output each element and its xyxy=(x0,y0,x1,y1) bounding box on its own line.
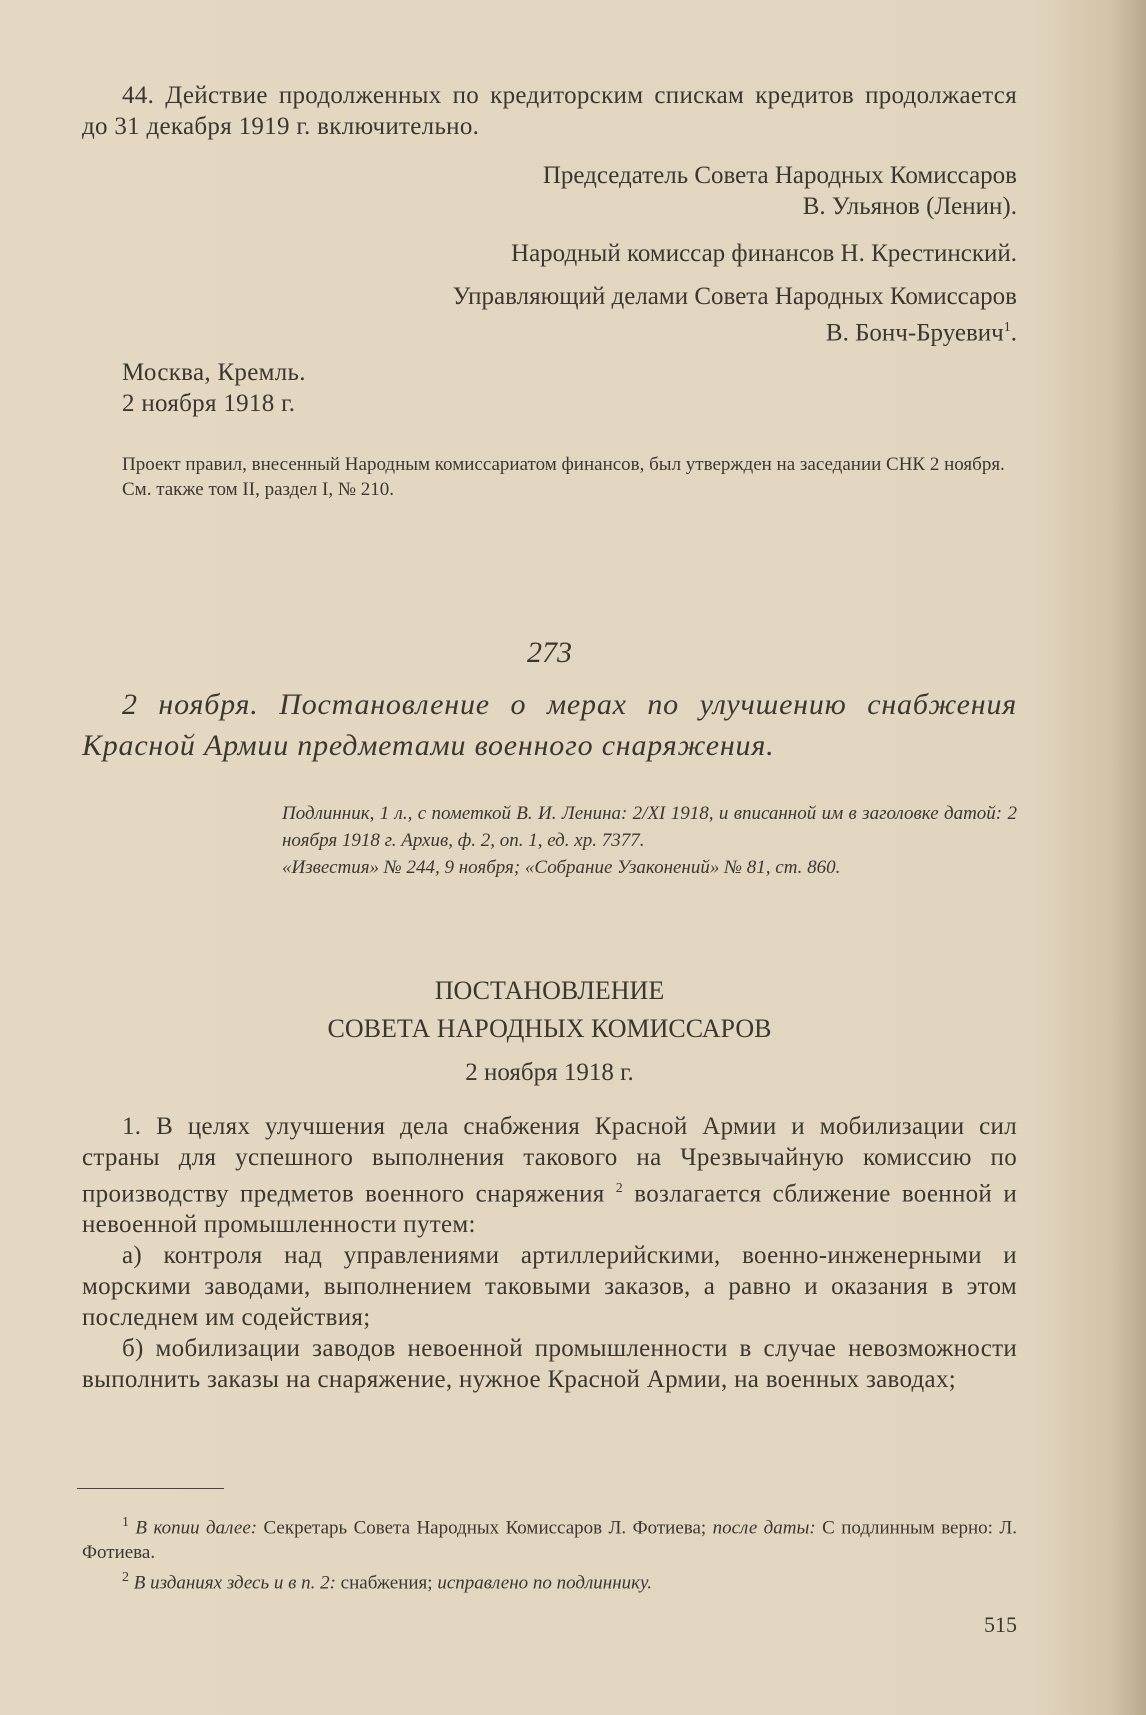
footnotes: $^1$ В копии далее: Секретарь Совета Народных Комиссаров Л. Фотиева; после даты: С подлинным верно: Л. Фотиева. $^2$ В изданиях здесь и в п. 2: снабжения; исправлено по подлиннику. xyxy=(82,1515,1017,1594)
signature-finance: Народный комиссар финансов Н. Крестинский. xyxy=(511,240,1017,267)
resolution-body: 1. В целях улучшения дела снабжения Красной Армии и мобилизации сил страны для успешного выполнения такового на Чрезвычайную комиссию по производству предметов военного снаряжения $^2$ возлагается сближение военной и невоенной промышленности путем: а) контроля над управлениями артиллерийскими, военно-инженерными и морскими заводами, выполнением таковыми заказов, а равно и оказания в этом последнем им содействия; б) мобилизации заводов невоенной промышленности в случае невозможности выполнить заказы на снаряжение, нужное Красной Армии, на военных заводах; xyxy=(82,1113,1017,1394)
resolution-title: ПОСТАНОВЛЕНИЕ СОВЕТА НАРОДНЫХ КОМИССАРОВ 2 ноября 1918 г. xyxy=(327,976,772,1086)
place-date: Москва, Кремль. 2 ноября 1918 г. xyxy=(122,359,306,417)
signature-manager: Управляющий делами Совета Народных Комиссаров В. Бонч-Бруевич$^1$. xyxy=(452,283,1017,347)
paragraph-44: 44. Действие продолженных по кредиторским спискам кредитов продолжается до 31 декабря 1919 г. включительно. xyxy=(82,82,1017,140)
document-heading: 2 ноября. Постановление о мерах по улучшению снабжения Красной Армии предметами военного снаряжения. xyxy=(82,688,1017,762)
signature-chairman: Председатель Совета Народных Комиссаров В. Ульянов (Ленин). xyxy=(542,162,1017,220)
source-notes: Подлинник, 1 л., с пометкой В. И. Ленина: 2/XI 1918, и вписанной им в заголовке датой: 2 ноября 1918 г. Архив, ф. 2, оп. 1, ед. хр. 7377. «Известия» № 244, 9 ноября; «Собрание Узаконений» № 81, ст. 860. xyxy=(282,803,1017,878)
editorial-notes: Проект правил, внесенный Народным комиссариатом финансов, был утвержден на заседании СНК 2 ноября. См. также том II, раздел I, № 210. xyxy=(122,454,1005,500)
page-number: 515 xyxy=(984,1612,1017,1637)
footnote-divider xyxy=(77,1488,224,1489)
document-number: 273 xyxy=(527,636,572,669)
